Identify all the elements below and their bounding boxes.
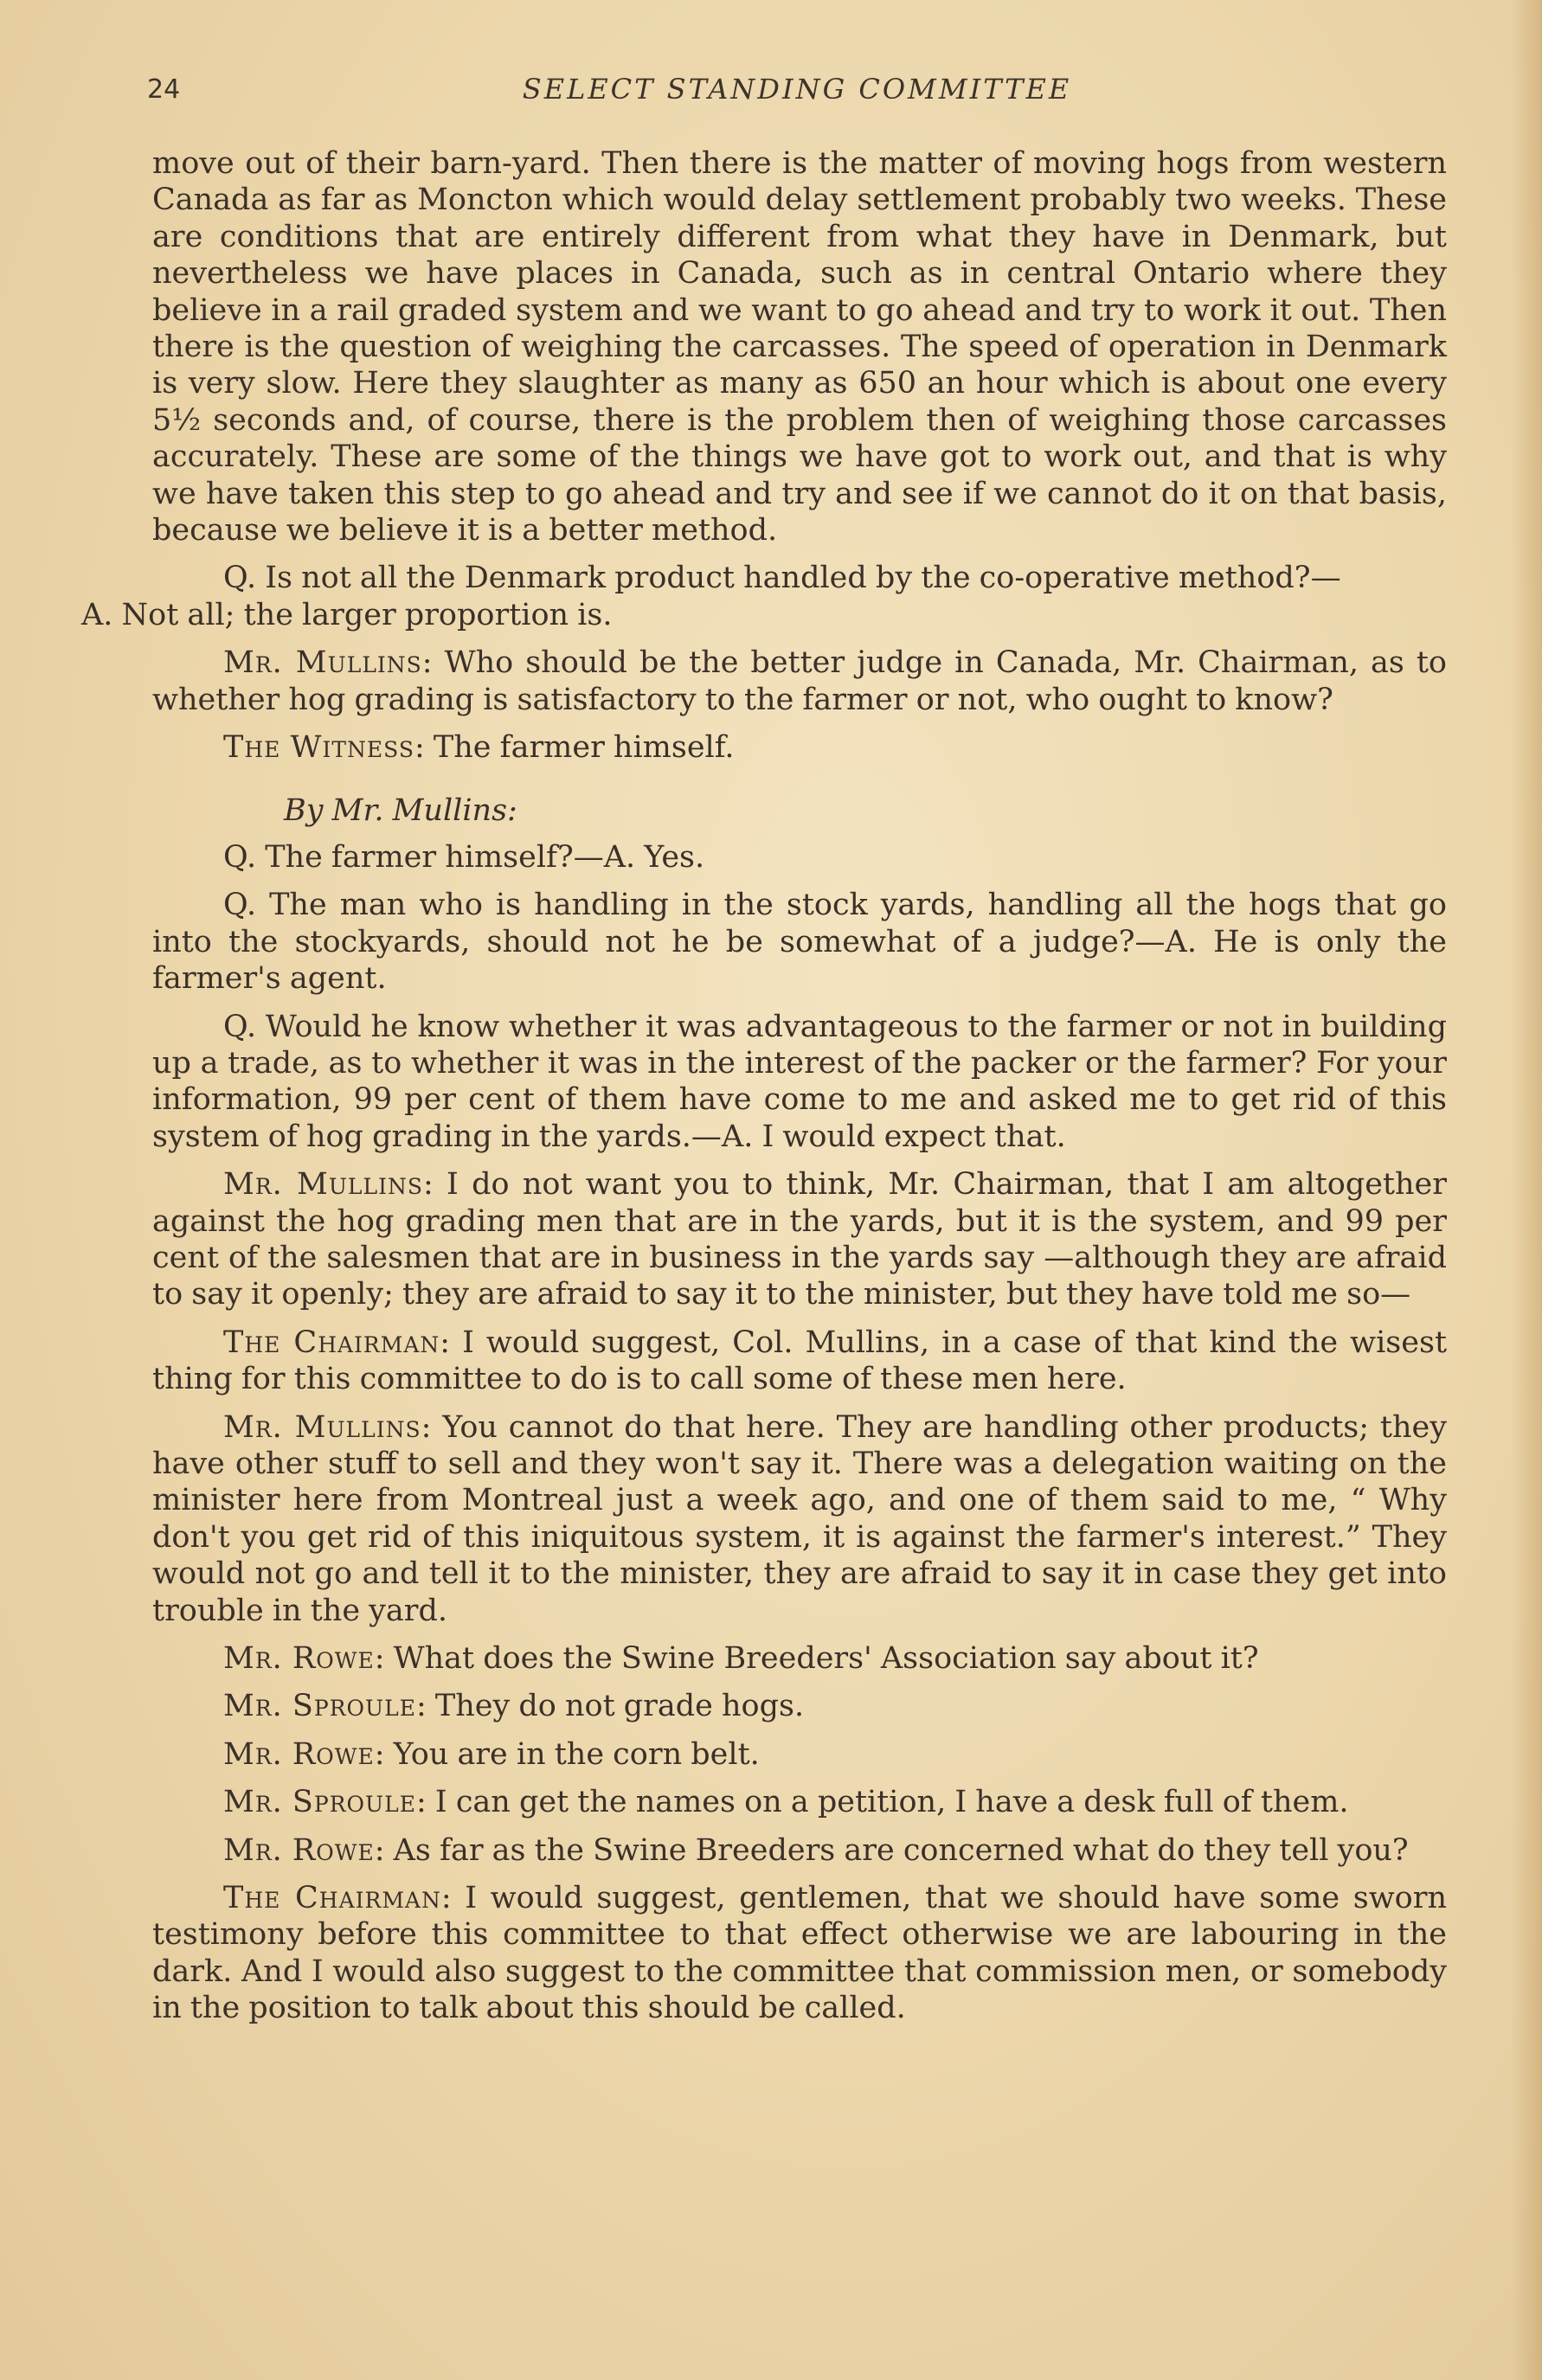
speech-paragraph bbox=[152, 1880, 1447, 2027]
speaker-name: Mr. Mullins bbox=[223, 1409, 421, 1445]
speaker-name: Mr. Mullins bbox=[223, 645, 422, 681]
speech-text: : What does the Swine Breeders' Association say about it? bbox=[374, 1641, 1259, 1677]
speech-paragraph bbox=[152, 1736, 1447, 1773]
speaker-name: Mr. Mullins bbox=[223, 1167, 424, 1203]
speech-text: : I would suggest, Col. Mullins, in a case of that kind the wisest thing for this committee to do is to call some of these men here. bbox=[152, 1325, 1448, 1397]
speech-text: : As far as the Swine Breeders are concerned what do they tell you? bbox=[374, 1832, 1409, 1868]
body-text bbox=[81, 145, 1448, 2038]
speaker-name: Mr. Rowe bbox=[223, 1641, 375, 1677]
question-answer bbox=[81, 560, 1447, 633]
question-answer: Q. The farmer himself?—A. Yes. bbox=[223, 839, 705, 875]
speaker-name: Mr. Sproule bbox=[223, 1785, 416, 1820]
speech-paragraph bbox=[152, 1784, 1447, 1820]
speech-paragraph bbox=[152, 1832, 1447, 1869]
speaker-name: Mr. Rowe bbox=[223, 1736, 375, 1772]
speech-paragraph bbox=[152, 1325, 1447, 1398]
page-header bbox=[147, 69, 1447, 112]
speech-paragraph bbox=[152, 729, 1447, 766]
speech-text: : Who should be the better judge in Canada, Mr. Chairman, as to whether hog grading is satisfactory to the farmer or not, who ought to know? bbox=[152, 645, 1447, 717]
question-answer: Q. The man who is handling in the stock yards, handling all the hogs that go into the stockyards, should not he be somewhat of a judge?—A. He is only the farmer's agent. bbox=[152, 888, 1447, 997]
speech-text: : I do not want you to think, Mr. Chairman, that I am altogether against the hog grading men that are in the yards, but it is the system, and 99 per cent of the salesmen that are in business in the yards say —although they are afraid to say it openly; they are afraid to say it to the minister, but they have told me so— bbox=[152, 1167, 1447, 1312]
speech-paragraph bbox=[152, 1688, 1447, 1724]
examiner-byline: By Mr. Mullins: bbox=[284, 792, 517, 828]
speech-text: : You cannot do that here. They are handling other products; they have other stuff to sell and they won't say it. There was a delegation waiting on the minister here from Montreal just a week ago, and one of them said to me, “ Why don't you get rid of this iniquitous system, it is against the farmer's interest.” They would not go and tell it to the minister, they are afraid to say it in case they get into trouble in the yard. bbox=[152, 1409, 1447, 1628]
paragraph: move out of their barn-yard. Then there is the matter of moving hogs from western Canada as far as Moncton which would delay settlement probably two weeks. These are conditions that are entirely different from what they have in Denmark, but nevertheless we have places in Canada, such as in central Ontario where they believe in a rail graded system and we want to go ahead and try to work it out. Then there is the question of weighing the carcasses. The speed of operation in Denmark is very slow. Here they slaughter as many as 650 an hour which is about one every 5½ seconds and, of course, there is the problem then of weighing those carcasses accurately. These are some of the things we have got to work out, and that is why we have taken this step to go ahead and try and see if we cannot do it on that basis, because we believe it is a better method. bbox=[152, 146, 1447, 548]
speech-paragraph bbox=[152, 1409, 1447, 1629]
speaker-name: Mr. Rowe bbox=[223, 1832, 375, 1868]
speaker-name: The Witness bbox=[223, 730, 414, 766]
question-text: Q. Is not all the Denmark product handled by the co-operative method?— bbox=[223, 561, 1341, 596]
speaker-name: The Chairman bbox=[223, 1881, 441, 1916]
speaker-name: The Chairman bbox=[223, 1325, 440, 1360]
speech-text: : You are in the corn belt. bbox=[374, 1736, 760, 1772]
speech-text: : I would suggest, gentlemen, that we should have some sworn testimony before this committee to that effect otherwise we are labouring in the dark. And I would also suggest to the committee that commission men, or somebody in the position to talk about this should be called. bbox=[152, 1881, 1447, 2026]
speech-text: : They do not grade hogs. bbox=[415, 1689, 805, 1724]
speech-text: : The farmer himself. bbox=[414, 730, 735, 766]
speech-paragraph bbox=[152, 1166, 1447, 1313]
speech-text: : I can get the names on a petition, I have a desk full of them. bbox=[415, 1785, 1349, 1820]
speech-paragraph bbox=[152, 645, 1447, 718]
speaker-name: Mr. Sproule bbox=[223, 1689, 416, 1724]
page-number: 24 bbox=[147, 74, 181, 105]
answer-text: A. Not all; the larger proportion is. bbox=[81, 597, 613, 632]
speech-paragraph bbox=[152, 1640, 1447, 1677]
running-head: SELECT STANDING COMMITTEE bbox=[522, 73, 1072, 106]
question-answer: Q. Would he know whether it was advantageous to the farmer or not in building up a trade, as to whether it was in the interest of the packer or the farmer? For your information, 99 per cent of them have come to me and asked me to get rid of this system of hog grading in the yards.—A. I would expect that. bbox=[152, 1009, 1447, 1154]
page-edge-shading bbox=[1511, 0, 1542, 2380]
